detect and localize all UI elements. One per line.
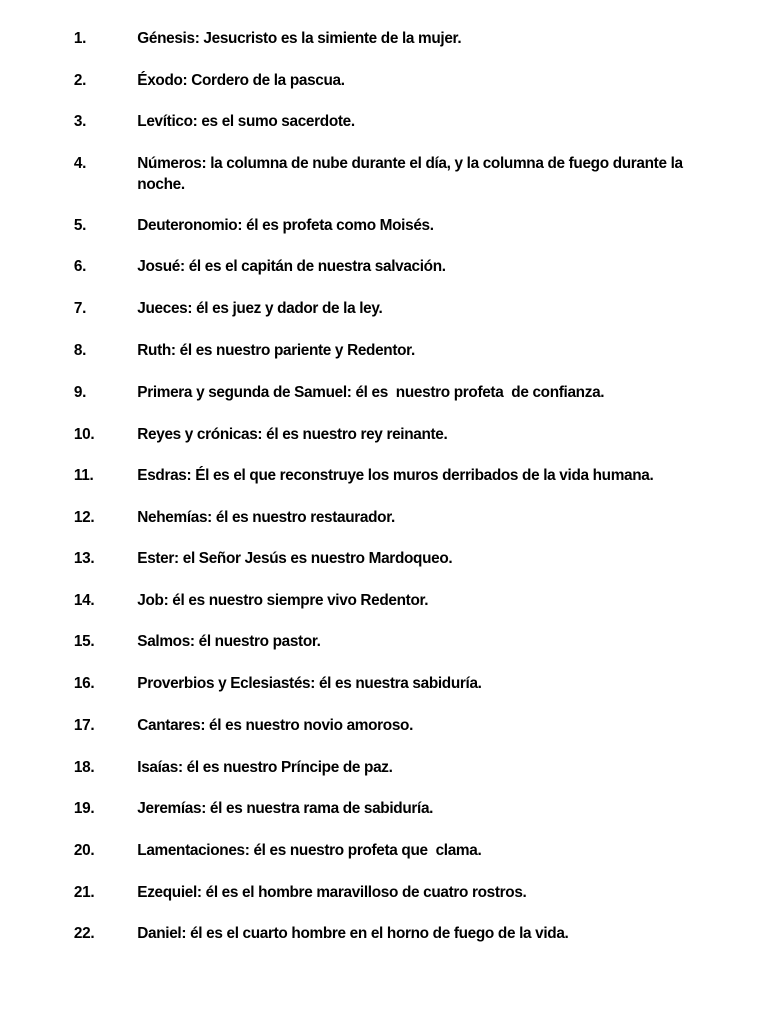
list-item <box>0 28 737 49</box>
list-item <box>0 424 737 445</box>
item-number: 18. <box>73 758 95 776</box>
item-number: 16. <box>73 674 95 692</box>
item-number: 1. <box>73 30 87 47</box>
item-text: Levítico: es el sumo sacerdote. <box>137 113 355 130</box>
item-text: Salmos: él nuestro pastor. <box>137 632 321 650</box>
item-text: Daniel: él es el cuarto hombre en el horno de fuego de la vida. <box>137 924 569 942</box>
list-item <box>0 882 737 903</box>
item-number: 9. <box>73 383 87 401</box>
item-number: 14. <box>73 591 95 609</box>
item-text: Jueces: él es juez y dador de la ley. <box>137 300 383 317</box>
item-number: 17. <box>73 716 95 734</box>
item-text: Números: la columna de nube durante el día, y la columna de fuego durante la noche. <box>137 154 687 193</box>
item-number: 7. <box>73 300 87 317</box>
item-text: Isaías: él es nuestro Príncipe de paz. <box>137 758 393 776</box>
item-text: Nehemías: él es nuestro restaurador. <box>137 508 395 526</box>
item-text: Ruth: él es nuestro pariente y Redentor. <box>137 342 415 359</box>
list-item <box>0 631 737 652</box>
item-number: 6. <box>73 258 87 275</box>
item-text: Job: él es nuestro siempre vivo Redentor. <box>137 591 429 609</box>
item-text: Ezequiel: él es el hombre maravilloso de cuatro rostros. <box>137 883 527 901</box>
item-number: 15. <box>73 632 95 650</box>
item-text: Josué: él es el capitán de nuestra salvación. <box>137 258 446 275</box>
list-item <box>0 548 737 569</box>
list-item <box>0 465 737 486</box>
list-item <box>0 298 737 319</box>
item-number: 12. <box>73 508 95 526</box>
item-text: Génesis: Jesucristo es la simiente de la mujer. <box>137 30 462 47</box>
item-text: Deuteronomio: él es profeta como Moisés. <box>137 216 434 234</box>
list-item <box>0 382 737 403</box>
item-text: Proverbios y Eclesiastés: él es nuestra sabiduría. <box>137 674 482 692</box>
list-item <box>0 70 737 91</box>
item-number: 20. <box>73 841 95 859</box>
item-number: 11. <box>73 466 94 484</box>
item-number: 2. <box>73 71 87 89</box>
item-text: Esdras: Él es el que reconstruye los muros derribados de la vida humana. <box>137 466 654 484</box>
item-text: Reyes y crónicas: él es nuestro rey reinante. <box>137 425 448 443</box>
item-number: 19. <box>73 799 95 817</box>
list-item <box>0 153 737 195</box>
item-number: 5. <box>73 216 87 234</box>
item-text: Cantares: él es nuestro novio amoroso. <box>137 716 414 734</box>
item-number: 8. <box>73 342 87 359</box>
list-item <box>0 590 737 611</box>
list-item <box>0 840 737 861</box>
list-item <box>0 798 737 819</box>
item-number: 21. <box>73 883 95 901</box>
list-item <box>0 715 737 736</box>
item-text: Ester: el Señor Jesús es nuestro Mardoqueo. <box>137 549 453 567</box>
list-item <box>0 507 737 528</box>
item-number: 13. <box>73 549 95 567</box>
list-item <box>0 111 737 132</box>
list-item <box>0 673 737 694</box>
item-number: 22. <box>73 924 95 942</box>
item-text: Éxodo: Cordero de la pascua. <box>137 71 345 89</box>
list-item <box>0 256 737 277</box>
item-number: 3. <box>73 113 87 130</box>
item-number: 4. <box>73 154 87 172</box>
list-item <box>0 923 737 944</box>
list-item <box>0 340 737 361</box>
numbered-list <box>0 28 768 944</box>
list-item <box>0 757 737 778</box>
item-text: Jeremías: él es nuestra rama de sabiduría. <box>137 799 434 817</box>
item-text: Primera y segunda de Samuel: él es nuestro profeta de confianza. <box>137 383 605 401</box>
item-text: Lamentaciones: él es nuestro profeta que clama. <box>137 841 482 859</box>
list-item <box>0 215 737 236</box>
item-number: 10. <box>73 425 95 443</box>
